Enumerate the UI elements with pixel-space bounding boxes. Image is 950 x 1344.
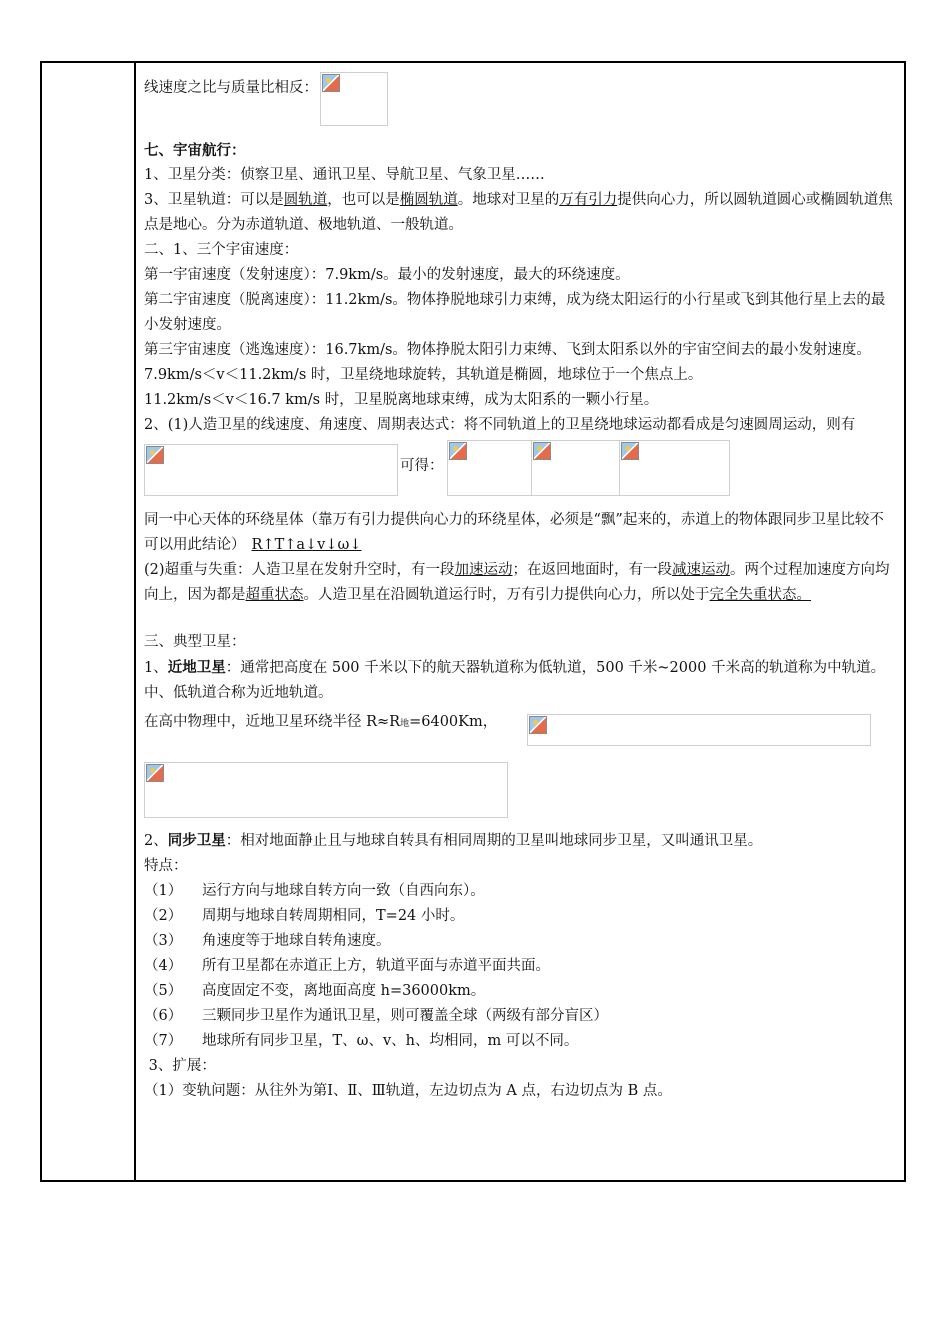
- broken-image-icon: [621, 442, 639, 460]
- text-segment: (2)超重与失重：人造卫星在发射升空时，有一段: [144, 562, 455, 578]
- underlined-elliptical-orbit: 椭圆轨道: [399, 192, 458, 208]
- item-number: （3）: [144, 933, 183, 949]
- overweight-weightless: [144, 558, 898, 608]
- heading-space-flight: 七、宇宙航行：: [144, 142, 246, 159]
- underlined-trend: R↑T↑a↓v↓ω↓: [251, 537, 362, 553]
- text-segment: 。两个过程加速度方向均向上，因为都是: [144, 562, 890, 603]
- underlined-overweight: 超重状态: [245, 587, 304, 603]
- feature-item: [144, 979, 898, 1004]
- broken-image-icon: [322, 74, 340, 92]
- broken-image-icon: [146, 446, 164, 464]
- velocity-range-2: 11.2km/s＜v＜16.7 km/s 时，卫星脱离地球束缚，成为太阳系的一颗小行星。: [144, 392, 659, 408]
- third-cosmic-velocity: 第三宇宙速度（逃逸速度）：16.7km/s。物体挣脱太阳引力束缚、飞到太阳系以外的宇宙空间去的最小发射速度。: [144, 342, 871, 358]
- text-segment: 2、: [144, 833, 168, 849]
- text-segment: ：相对地面静止且与地球自转具有相同周期的卫星叫地球同步卫星，又叫通讯卫星。: [225, 833, 763, 849]
- text-segment: ，也可以是: [327, 192, 400, 208]
- item-text: 高度固定不变，离地面高度 h=36000km。: [202, 983, 486, 999]
- line-mass-ratio: [144, 74, 898, 128]
- near-earth-radius-row: [144, 706, 898, 742]
- text-segment: 。地球对卫星的: [457, 192, 560, 208]
- broken-image-icon: [533, 442, 551, 460]
- bold-synchronous: 同步卫星: [167, 832, 226, 849]
- item-text: 三颗同步卫星作为通讯卫星，则可覆盖全球（两级有部分盲区）: [202, 1008, 608, 1024]
- item-number: （1）: [144, 883, 183, 899]
- velocity-range-1: 7.9km/s＜v＜11.2km/s 时，卫星绕地球旋转，其轨道是椭圆，地球位于一个焦点上。: [144, 367, 703, 383]
- typical-satellites-heading: 三、典型卫星：: [144, 634, 246, 650]
- near-earth-radius-text: [144, 710, 497, 737]
- item-text: 角速度等于地球自转角速度。: [202, 933, 391, 949]
- satellite-orbits: [144, 188, 898, 238]
- item-number: （2）: [144, 908, 183, 924]
- bold-near-earth: 近地卫星: [167, 659, 226, 676]
- formula-image-7: [144, 762, 508, 818]
- geosynchronous-satellite: [144, 828, 898, 854]
- features-label: 特点：: [144, 858, 188, 874]
- text-segment: 3、卫星轨道：可以是: [144, 192, 284, 208]
- feature-item: [144, 879, 898, 904]
- feature-item: [144, 929, 898, 954]
- item-text: 周期与地球自转周期相同，T=24 小时。: [202, 908, 465, 924]
- formula-row: [144, 440, 898, 500]
- formula-image-5: [619, 440, 730, 496]
- subscript-earth: 地: [400, 719, 410, 729]
- item-number: （5）: [144, 983, 183, 999]
- underlined-weightless: 完全失重状态。: [709, 587, 811, 603]
- underlined-gravitation: 万有引力: [559, 192, 618, 208]
- broken-image-icon: [449, 442, 467, 460]
- feature-item: [144, 954, 898, 979]
- text-segment: ：通常把高度在 500 千米以下的航天器轨道称为低轨道，500 千米~2000 千米高的轨道称为中轨道。中、低轨道合称为近地轨道。: [144, 660, 886, 701]
- text-mass-ratio: 线速度之比与质量比相反：: [144, 80, 318, 96]
- satellite-expressions: 2、(1)人造卫星的线速度、角速度、周期表达式：将不同轨道上的卫星绕地球运动都看成是匀速圆周运动，则有: [144, 417, 856, 433]
- column-divider: [134, 61, 136, 1182]
- text-segment: 在高中物理中，近地卫星环绕半径 R≈R: [144, 714, 401, 730]
- text-then: 可得：: [400, 458, 444, 474]
- underlined-circular-orbit: 圆轨道: [283, 192, 328, 208]
- satellite-types: 1、卫星分类：侦察卫星、通讯卫星、导航卫星、气象卫星……: [144, 167, 545, 183]
- item-text: 所有卫星都在赤道正上方，轨道平面与赤道平面共面。: [202, 958, 550, 974]
- text-segment: =6400Km，: [409, 714, 498, 730]
- item-number: （7）: [144, 1033, 183, 1049]
- formula-image-2: [144, 444, 398, 496]
- feature-item: [144, 1029, 898, 1054]
- broken-image-icon: [529, 716, 547, 734]
- first-cosmic-velocity: 第一宇宙速度（发射速度）：7.9km/s。最小的发射速度，最大的环绕速度。: [144, 267, 630, 283]
- text-segment: 。人造卫星在沿圆轨道运行时，万有引力提供向心力，所以处于: [303, 587, 710, 603]
- text-segment: 同一中心天体的环绕星体（靠万有引力提供向心力的环绕星体，必须是“飘”起来的，赤道上的物体跟同步卫星比较不可以用此结论）: [144, 512, 884, 553]
- broken-image-icon: [146, 764, 164, 782]
- near-earth-satellite: [144, 655, 898, 706]
- cosmic-velocities-heading: 二、1、三个宇宙速度：: [144, 242, 299, 258]
- extension-heading: 3、扩展：: [144, 1058, 216, 1074]
- text-segment: ；在返回地面时，有一段: [512, 562, 673, 578]
- underlined-deceleration: 减速运动: [672, 562, 731, 578]
- item-number: （6）: [144, 1008, 183, 1024]
- formula-row-2: [144, 742, 898, 812]
- feature-item: [144, 904, 898, 929]
- underlined-acceleration: 加速运动: [454, 562, 513, 578]
- text-segment: 提供向心力，所以圆轨道圆心或椭圆轨道焦点是地心。分为赤道轨道、极地轨道、一般轨道。: [144, 192, 893, 233]
- same-central-body: [144, 508, 898, 558]
- orbit-transfer: （1）变轨问题：从往外为第Ⅰ、Ⅱ、Ⅲ轨道，左边切点为 A 点，右边切点为 B 点。: [144, 1083, 672, 1099]
- text-segment: 1、: [144, 660, 168, 676]
- formula-image-1: [320, 72, 388, 126]
- formula-image-3: [447, 440, 533, 496]
- item-text: 地球所有同步卫星，T、ω、v、h、均相同，m 可以不同。: [202, 1033, 579, 1049]
- item-text: 运行方向与地球自转方向一致（自西向东）。: [202, 883, 485, 899]
- formula-image-4: [531, 440, 621, 496]
- item-number: （4）: [144, 958, 183, 974]
- second-cosmic-velocity: 第二宇宙速度（脱离速度）：11.2km/s。物体挣脱地球引力束缚，成为绕太阳运行的小行星或飞到其他行星上去的最小发射速度。: [144, 292, 886, 333]
- feature-item: [144, 1004, 898, 1029]
- document-content: [144, 74, 898, 1104]
